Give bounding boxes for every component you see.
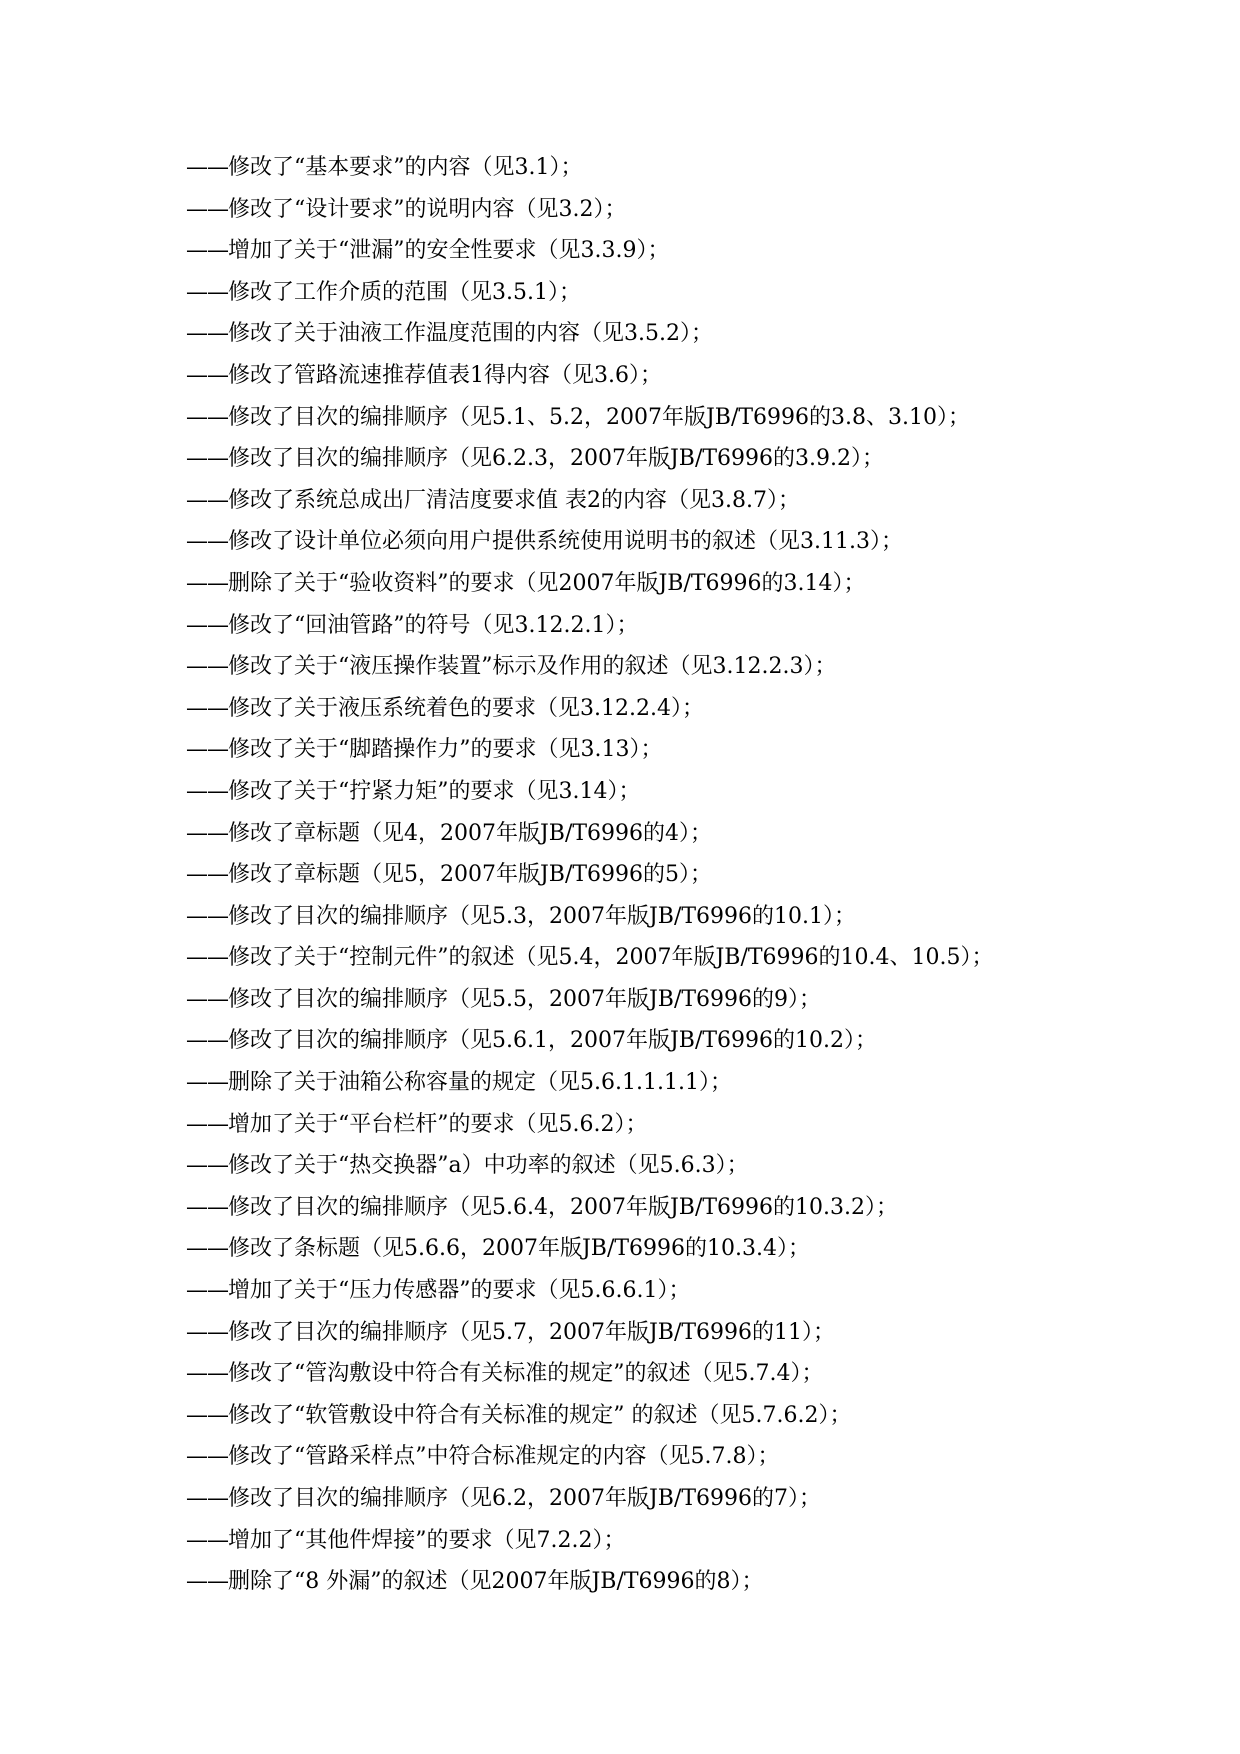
- list-item: [186, 521, 1186, 563]
- list-dash: ——: [186, 529, 228, 555]
- list-dash: ——: [186, 1486, 228, 1511]
- list-item: [186, 605, 1186, 647]
- list-item-text: 修改了设计单位必须向用户提供系统使用说明书的叙述（见3.11.3）；: [228, 529, 903, 555]
- list-dash: ——: [186, 945, 228, 971]
- list-item: [186, 147, 1186, 189]
- list-item-text: 修改了管路流速推荐值表1得内容（见3.6）；: [228, 362, 662, 388]
- list-item: [186, 313, 1186, 355]
- list-dash: ——: [186, 1319, 228, 1345]
- list-dash: ——: [186, 1361, 228, 1387]
- list-dash: ——: [186, 654, 228, 680]
- list-item: [186, 1145, 1186, 1187]
- list-dash: ——: [186, 1402, 228, 1428]
- list-dash: ——: [186, 1028, 228, 1054]
- list-item-text: 修改了目次的编排顺序（见5.1、5.2，2007年版JB/T6996的3.8、3.10）；: [228, 404, 970, 430]
- list-item: [186, 438, 1186, 480]
- list-item: [186, 896, 1186, 938]
- list-item-text: 增加了关于“泄漏”的安全性要求（见3.3.9）；: [228, 238, 670, 264]
- list-item: [186, 1228, 1186, 1270]
- list-dash: ——: [186, 1444, 228, 1470]
- list-item-text: 修改了“回油管路”的符号（见3.12.2.1）；: [228, 612, 639, 638]
- list-dash: ——: [186, 238, 228, 264]
- list-item: [186, 1270, 1186, 1312]
- list-item: [186, 646, 1186, 688]
- list-item: [186, 1312, 1186, 1354]
- list-item-text: 修改了“基本要求”的内容（见3.1）；: [228, 155, 583, 180]
- list-dash: ——: [186, 862, 228, 888]
- list-dash: ——: [186, 986, 228, 1012]
- list-item: [186, 1353, 1186, 1395]
- list-item-text: 修改了条标题（见5.6.6，2007年版JB/T6996的10.3.4）；: [228, 1236, 811, 1262]
- list-dash: ——: [186, 362, 228, 388]
- list-dash: ——: [186, 196, 228, 222]
- list-item-text: 修改了目次的编排顺序（见6.2，2007年版JB/T6996的7）；: [228, 1486, 822, 1511]
- list-item-text: 修改了目次的编排顺序（见6.2.3，2007年版JB/T6996的3.9.2）；: [228, 446, 885, 472]
- list-item: [186, 230, 1186, 272]
- list-item: [186, 272, 1186, 314]
- list-item-text: 修改了“管路采样点”中符合标准规定的内容（见5.7.8）；: [228, 1444, 780, 1470]
- list-dash: ——: [186, 1236, 228, 1262]
- list-dash: ——: [186, 695, 228, 721]
- list-item: [186, 688, 1186, 730]
- list-dash: ——: [186, 1194, 228, 1220]
- list-item-text: 修改了目次的编排顺序（见5.3，2007年版JB/T6996的10.1）；: [228, 903, 857, 929]
- list-item-text: 修改了章标题（见4，2007年版JB/T6996的4）；: [228, 820, 713, 846]
- list-item: [186, 771, 1186, 813]
- list-item-text: 修改了关于油液工作温度范围的内容（见3.5.2）；: [228, 321, 713, 347]
- list-item-text: 修改了系统总成出厂清洁度要求值 表2的内容（见3.8.7）；: [228, 487, 800, 513]
- list-item: [186, 729, 1186, 771]
- list-item: [186, 1478, 1186, 1520]
- list-dash: ——: [186, 279, 228, 305]
- list-item: [186, 355, 1186, 397]
- list-item-text: 增加了“其他件焊接”的要求（见7.2.2）；: [228, 1527, 626, 1553]
- list-item: [186, 1520, 1186, 1562]
- list-item-text: 修改了关于“脚踏操作力”的要求（见3.13）；: [228, 737, 663, 763]
- list-dash: ——: [186, 1569, 228, 1595]
- list-item-text: 修改了关于“拧紧力矩”的要求（见3.14）；: [228, 778, 641, 804]
- list-item: [186, 189, 1186, 231]
- list-item-text: 增加了关于“平台栏杆”的要求（见5.6.2）；: [228, 1111, 648, 1137]
- list-item-text: 修改了章标题（见5，2007年版JB/T6996的5）；: [228, 862, 713, 888]
- list-item: [186, 854, 1186, 896]
- list-dash: ——: [186, 570, 228, 596]
- list-dash: ——: [186, 446, 228, 472]
- list-item: [186, 813, 1186, 855]
- list-item-text: 修改了目次的编排顺序（见5.7，2007年版JB/T6996的11）；: [228, 1319, 836, 1345]
- list-dash: ——: [186, 1278, 228, 1304]
- list-item: [186, 563, 1186, 605]
- list-item: [186, 1561, 1186, 1603]
- list-item-text: 修改了关于液压系统着色的要求（见3.12.2.4）；: [228, 695, 704, 721]
- list-item: [186, 1062, 1186, 1104]
- list-item: [186, 1187, 1186, 1229]
- list-dash: ——: [186, 612, 228, 638]
- list-item-text: 修改了目次的编排顺序（见5.5，2007年版JB/T6996的9）；: [228, 986, 822, 1012]
- list-item: [186, 1020, 1186, 1062]
- list-dash: ——: [186, 903, 228, 929]
- list-item-text: 修改了“设计要求”的说明内容（见3.2）；: [228, 196, 627, 222]
- list-dash: ——: [186, 1070, 228, 1096]
- list-dash: ——: [186, 1111, 228, 1137]
- list-item: [186, 1104, 1186, 1146]
- list-item-text: 删除了“8 外漏”的叙述（见2007年版JB/T6996的8）；: [228, 1569, 764, 1595]
- list-item-text: 修改了“管沟敷设中符合有关标准的规定”的叙述（见5.7.4）；: [228, 1361, 824, 1387]
- list-dash: ——: [186, 404, 228, 430]
- list-item: [186, 937, 1186, 979]
- list-item-text: 修改了目次的编排顺序（见5.6.4，2007年版JB/T6996的10.3.2）；: [228, 1194, 899, 1220]
- list-dash: ——: [186, 155, 228, 180]
- list-dash: ——: [186, 321, 228, 347]
- list-item: [186, 480, 1186, 522]
- list-item-text: 删除了关于油箱公称容量的规定（见5.6.1.1.1.1）；: [228, 1070, 732, 1096]
- list-dash: ——: [186, 487, 228, 513]
- list-item-text: 修改了关于“液压操作装置”标示及作用的叙述（见3.12.2.3）；: [228, 654, 837, 680]
- list-item: [186, 397, 1186, 439]
- list-dash: ——: [186, 737, 228, 763]
- list-item-text: 修改了目次的编排顺序（见5.6.1，2007年版JB/T6996的10.2）；: [228, 1028, 878, 1054]
- list-item-text: 修改了关于“控制元件”的叙述（见5.4，2007年版JB/T6996的10.4、10.5）；: [228, 945, 994, 971]
- list-dash: ——: [186, 1153, 228, 1179]
- change-list: [186, 147, 1186, 1603]
- list-dash: ——: [186, 820, 228, 846]
- list-item-text: 修改了工作介质的范围（见3.5.1）；: [228, 279, 581, 305]
- list-dash: ——: [186, 778, 228, 804]
- list-item-text: 修改了关于“热交换器”a）中功率的叙述（见5.6.3）；: [228, 1153, 749, 1179]
- list-item-text: 删除了关于“验收资料”的要求（见2007年版JB/T6996的3.14）；: [228, 570, 866, 596]
- list-item: [186, 1395, 1186, 1437]
- list-dash: ——: [186, 1527, 228, 1553]
- list-item: [186, 1436, 1186, 1478]
- list-item: [186, 979, 1186, 1021]
- list-item-text: 修改了“软管敷设中符合有关标准的规定” 的叙述（见5.7.6.2）；: [228, 1402, 852, 1428]
- list-item-text: 增加了关于“压力传感器”的要求（见5.6.6.1）；: [228, 1278, 691, 1304]
